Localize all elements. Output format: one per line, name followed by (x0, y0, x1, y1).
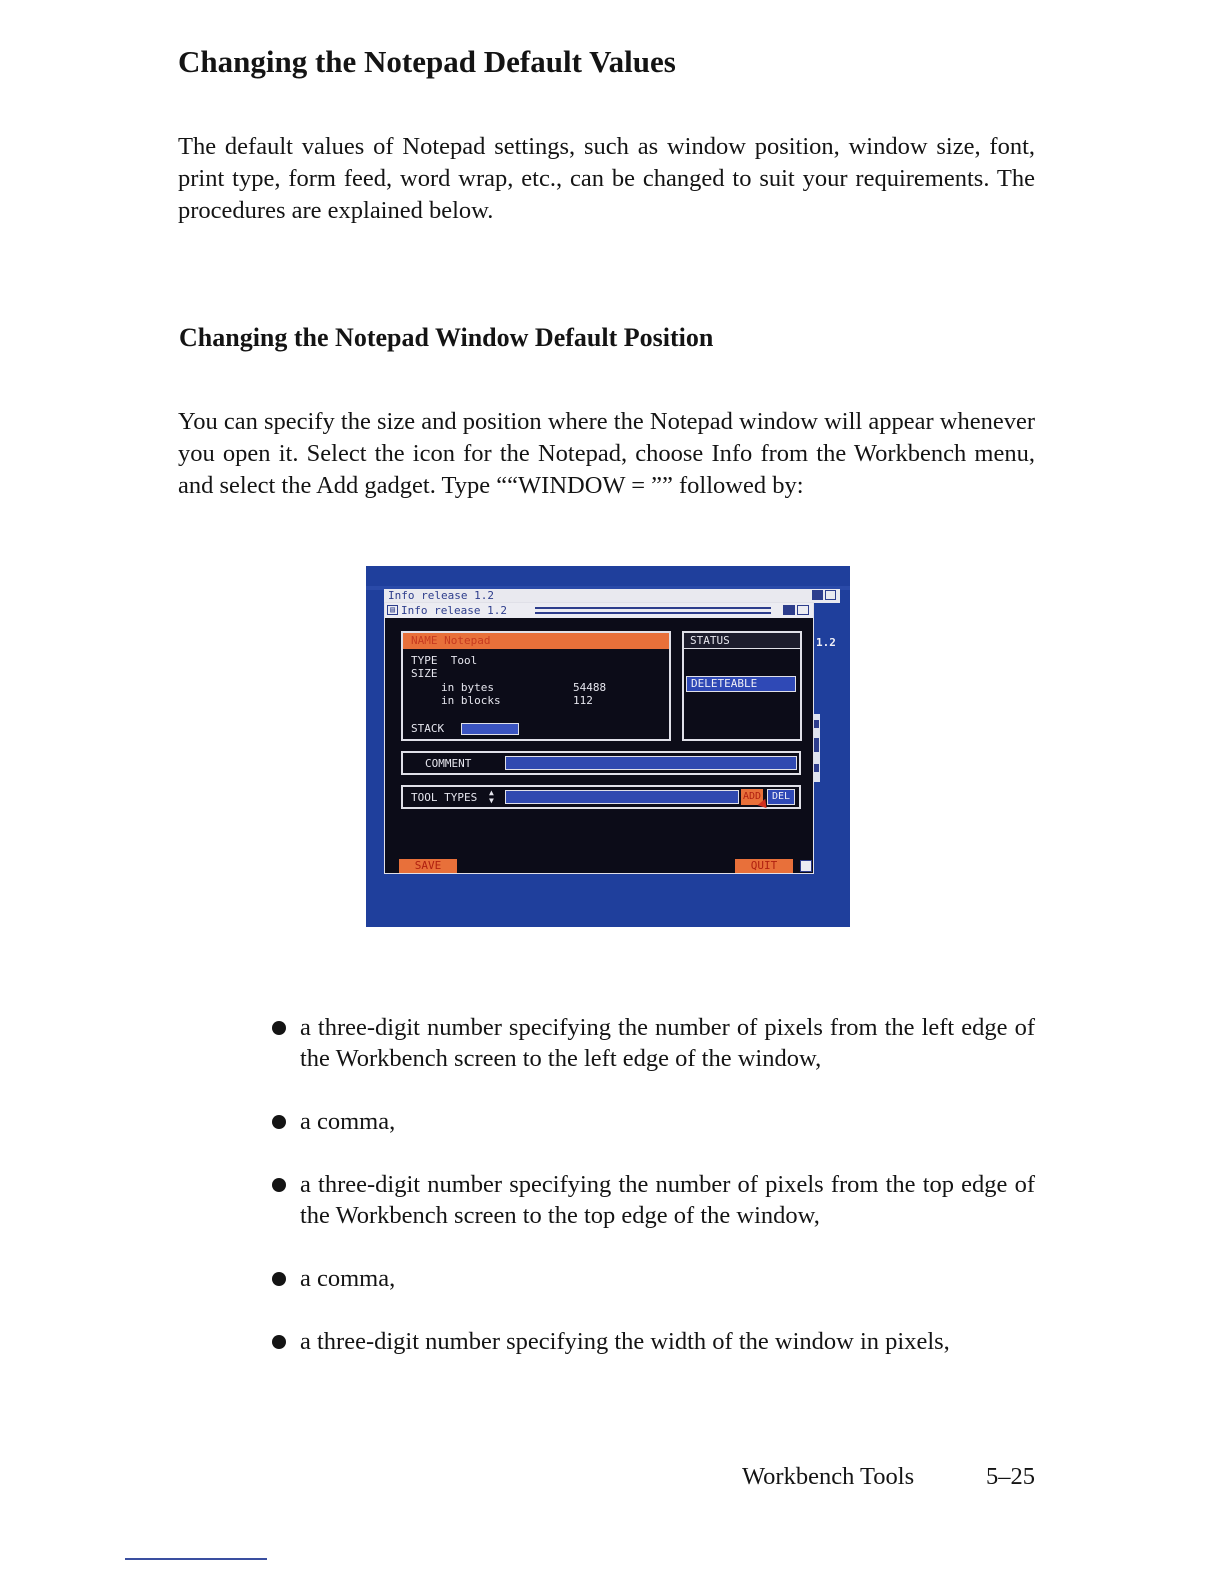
title-bar-lines (535, 607, 771, 614)
bullet-text: a comma, (300, 1108, 396, 1135)
bullet-text: a three-digit number specifying the number of pixels from the top edge of the Workbench screen to the top edge of the window, (300, 1171, 1035, 1229)
comment-row (401, 751, 801, 775)
comment-label: COMMENT (425, 757, 472, 770)
name-panel (401, 631, 671, 741)
status-panel (682, 631, 802, 741)
bullet-icon (272, 1178, 286, 1192)
size-label: SIZE (411, 667, 438, 680)
bullet-icon (272, 1115, 286, 1129)
bullet-text: a three-digit number specifying the width of the window in pixels, (300, 1328, 950, 1355)
status-label: STATUS (684, 633, 800, 649)
type-line: TYPE Tool (411, 654, 478, 667)
resize-gadget-icon[interactable] (800, 860, 812, 872)
add-button[interactable]: ADD (741, 789, 763, 805)
bullet-list (270, 1012, 1035, 1357)
bullet-icon (272, 1272, 286, 1286)
bytes-value: 54488 (573, 681, 607, 694)
bullet-text: a comma, (300, 1265, 396, 1292)
footer-title: Workbench Tools (742, 1463, 915, 1490)
list-item (270, 1106, 1035, 1137)
info-window-screenshot (366, 566, 850, 927)
bytes-label: in bytes (441, 681, 494, 694)
bullet-text: a three-digit number specifying the number of pixels from the left edge of the Workbench screen to the left edge of the window, (300, 1014, 1035, 1072)
tool-types-label: TOOL TYPES (411, 791, 478, 804)
bottom-rule (125, 1558, 267, 1560)
stack-label: STACK (411, 722, 445, 735)
deleteable-toggle[interactable]: DELETEABLE (686, 676, 796, 692)
stack-input[interactable] (461, 723, 519, 735)
tool-types-row (401, 785, 801, 809)
blocks-label: in blocks (441, 694, 501, 707)
back-window-title (384, 589, 840, 603)
page-heading: Changing the Notepad Default Values (178, 44, 676, 79)
list-item (270, 1169, 1035, 1231)
save-button[interactable]: SAVE (399, 859, 457, 873)
quit-button[interactable]: QUIT (735, 859, 793, 873)
close-gadget-icon[interactable]: ▤ (387, 605, 398, 615)
name-field[interactable]: NAME Notepad (403, 633, 669, 649)
back-depth-gadget-icon[interactable] (810, 589, 838, 602)
back-window-version: 1.2 (816, 636, 836, 649)
page-number: 5–25 (986, 1463, 1035, 1490)
list-item (270, 1326, 1035, 1357)
info-window (384, 602, 814, 874)
blocks-value: 112 (573, 694, 593, 707)
list-item (270, 1263, 1035, 1294)
intro-paragraph: The default values of Notepad settings, such as window position, window size, font, print type, form feed, word wrap, etc., can be changed to suit your requirements. The procedures are explained below. (178, 133, 1035, 224)
window-title-bar[interactable] (385, 603, 813, 618)
back-window-title-text: Info release 1.2 (388, 589, 494, 602)
bullet-icon (272, 1021, 286, 1035)
bullet-icon (272, 1335, 286, 1349)
depth-gadget-icon[interactable] (781, 604, 811, 616)
list-item (270, 1012, 1035, 1074)
tool-types-arrows-icon[interactable]: ▲ ▼ (489, 788, 494, 805)
comment-input[interactable] (505, 756, 797, 770)
section-heading: Changing the Notepad Window Default Position (179, 323, 714, 352)
tool-types-input[interactable] (505, 790, 739, 804)
window-title-text: Info release 1.2 (401, 604, 507, 617)
body-paragraph: You can specify the size and position where the Notepad window will appear whenever you open it. Select the icon for the Notepad, choose Info from the Workbench menu, and select the Add gadget. Type ““WINDOW = ”” followed by: (178, 408, 1035, 499)
del-button[interactable]: DEL (767, 789, 795, 805)
